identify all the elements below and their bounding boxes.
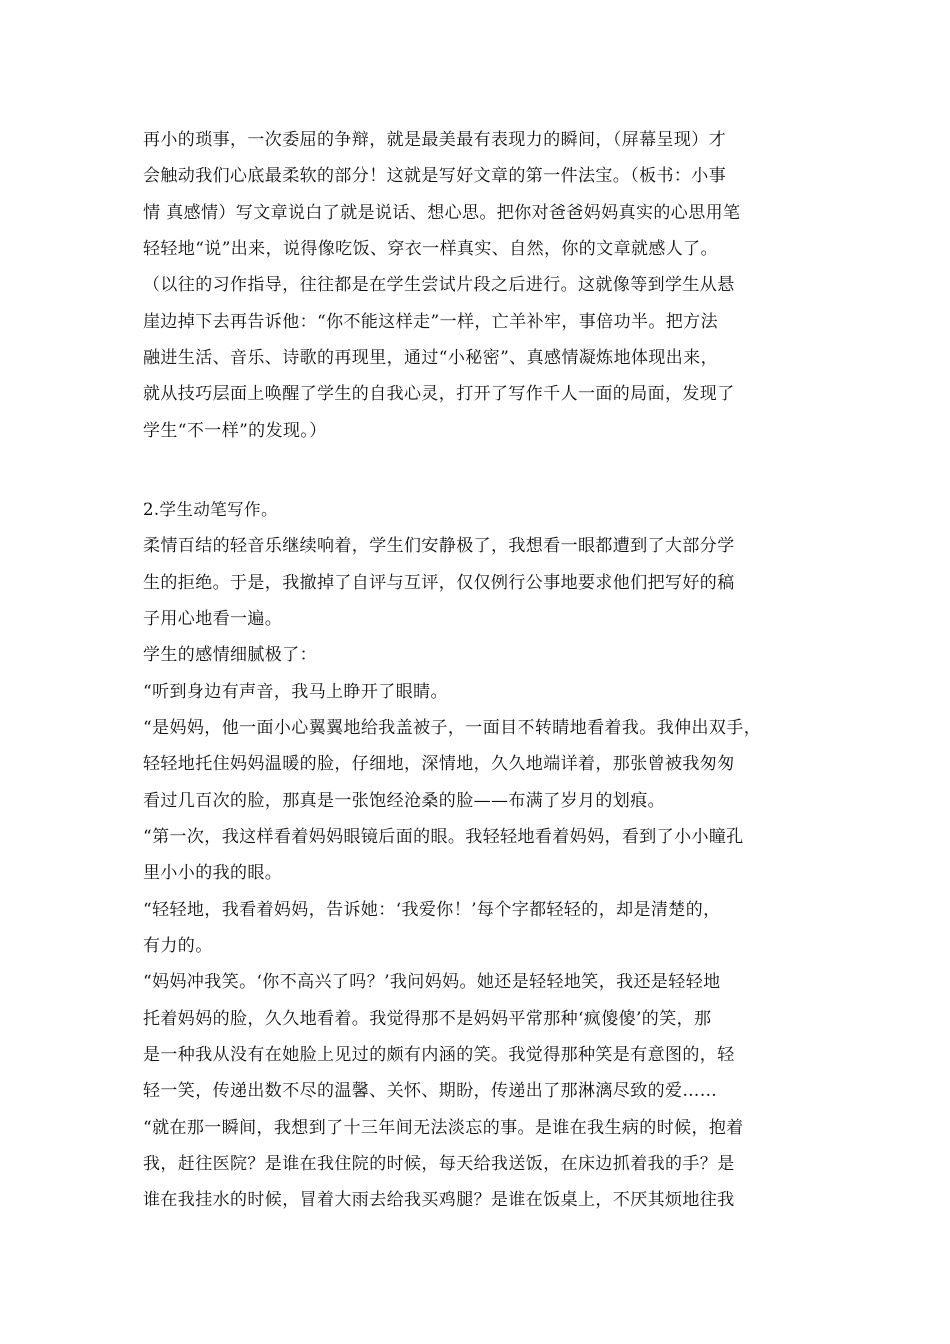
paragraph-2-line: “是妈妈，他一面小心翼翼地给我盖被子，一面目不转睛地看着我。我伸出双手， [143, 718, 762, 738]
paragraph-2-line: “轻轻地，我看着妈妈，告诉她：‘我爱你！’每个字都轻轻的，却是清楚的， [143, 900, 721, 920]
paragraph-1-line: 崖边掉下去再告诉他：“你不能这样走”一样，亡羊补牢，事倍功半。把方法 [143, 312, 718, 332]
paragraph-1-line: 学生“不一样”的发现。） [143, 421, 327, 441]
paragraph-1-line: 会触动我们心底最柔软的部分！这就是写好文章的第一件法宝。（板书：小事 [143, 166, 727, 186]
paragraph-2-line: 谁在我挂水的时候，冒着大雨去给我买鸡腿？是谁在饭桌上，不厌其烦地往我 [143, 1190, 735, 1210]
paragraph-2-line: 是一种我从没有在她脸上见过的颇有内涵的笑。我觉得那种笑是有意图的，轻 [143, 1045, 735, 1065]
paragraph-2-line: 子用心地看一遍。 [143, 609, 283, 629]
paragraph-2-line: 托着妈妈的脸，久久地看着。我觉得那不是妈妈平常那种‘疯傻傻’的笑，那 [143, 1009, 712, 1029]
paragraph-2-line: “妈妈冲我笑。‘你不高兴了吗？’我问妈妈。她还是轻轻地笑，我还是轻轻地 [143, 972, 721, 992]
paragraph-1-line: 融进生活、音乐、诗歌的再现里，通过“小秘密”、真感情凝炼地体现出来， [143, 348, 718, 368]
paragraph-2-line: “就在那一瞬间，我想到了十三年间无法淡忘的事。是谁在我生病的时候，抱着 [143, 1118, 744, 1138]
paragraph-1-line: 再小的琐事，一次委屈的争辩，就是最美最有表现力的瞬间，（屏幕呈现）才 [143, 130, 727, 150]
section-heading: 2.学生动笔写作。 [143, 500, 278, 519]
paragraph-2-line: 轻轻地托住妈妈温暖的脸，仔细地，深情地，久久地端详着，那张曾被我匆匆 [143, 754, 735, 774]
paragraph-1-line: 就从技巧层面上唤醒了学生的自我心灵，打开了写作千人一面的局面，发现了 [143, 384, 735, 404]
paragraph-2-line: “听到身边有声音，我马上睁开了眼睛。 [143, 682, 448, 702]
paragraph-2-line: 我，赶往医院？是谁在我住院的时候，每天给我送饭，在床边抓着我的手？是 [143, 1154, 735, 1174]
paragraph-2-line: “第一次，我这样看着妈妈眼镜后面的眼。我轻轻地看着妈妈，看到了小小瞳孔 [143, 827, 744, 847]
paragraph-2-line: 生的拒绝。于是，我撤掉了自评与互评，仅仅例行公事地要求他们把写好的稿 [143, 573, 735, 593]
paragraph-2-line: 轻一笑，传递出数不尽的温馨、关怀、期盼，传递出了那淋漓尽致的爱…… [143, 1081, 718, 1101]
paragraph-1-line: 情 真感情）写文章说白了就是说话、想心思。把你对爸爸妈妈真实的心思用笔 [143, 203, 741, 223]
paragraph-2-line: 里小小的我的眼。 [143, 863, 283, 883]
paragraph-2-line: 看过几百次的脸，那真是一张饱经沧桑的脸——布满了岁月的划痕。 [143, 791, 665, 811]
paragraph-2-line: 学生的感情细腻极了： [143, 645, 317, 665]
paragraph-1-line: 轻轻地“说”出来，说得像吃饭、穿衣一样真实、自然，你的文章就感人了。 [143, 239, 718, 259]
paragraph-2-line: 柔情百结的轻音乐继续响着，学生们安静极了，我想看一眼都遭到了大部分学 [143, 536, 735, 556]
paragraph-1-line: （以往的习作指导，往往都是在学生尝试片段之后进行。这就像等到学生从悬 [143, 275, 735, 295]
paragraph-2-line: 有力的。 [143, 936, 213, 956]
